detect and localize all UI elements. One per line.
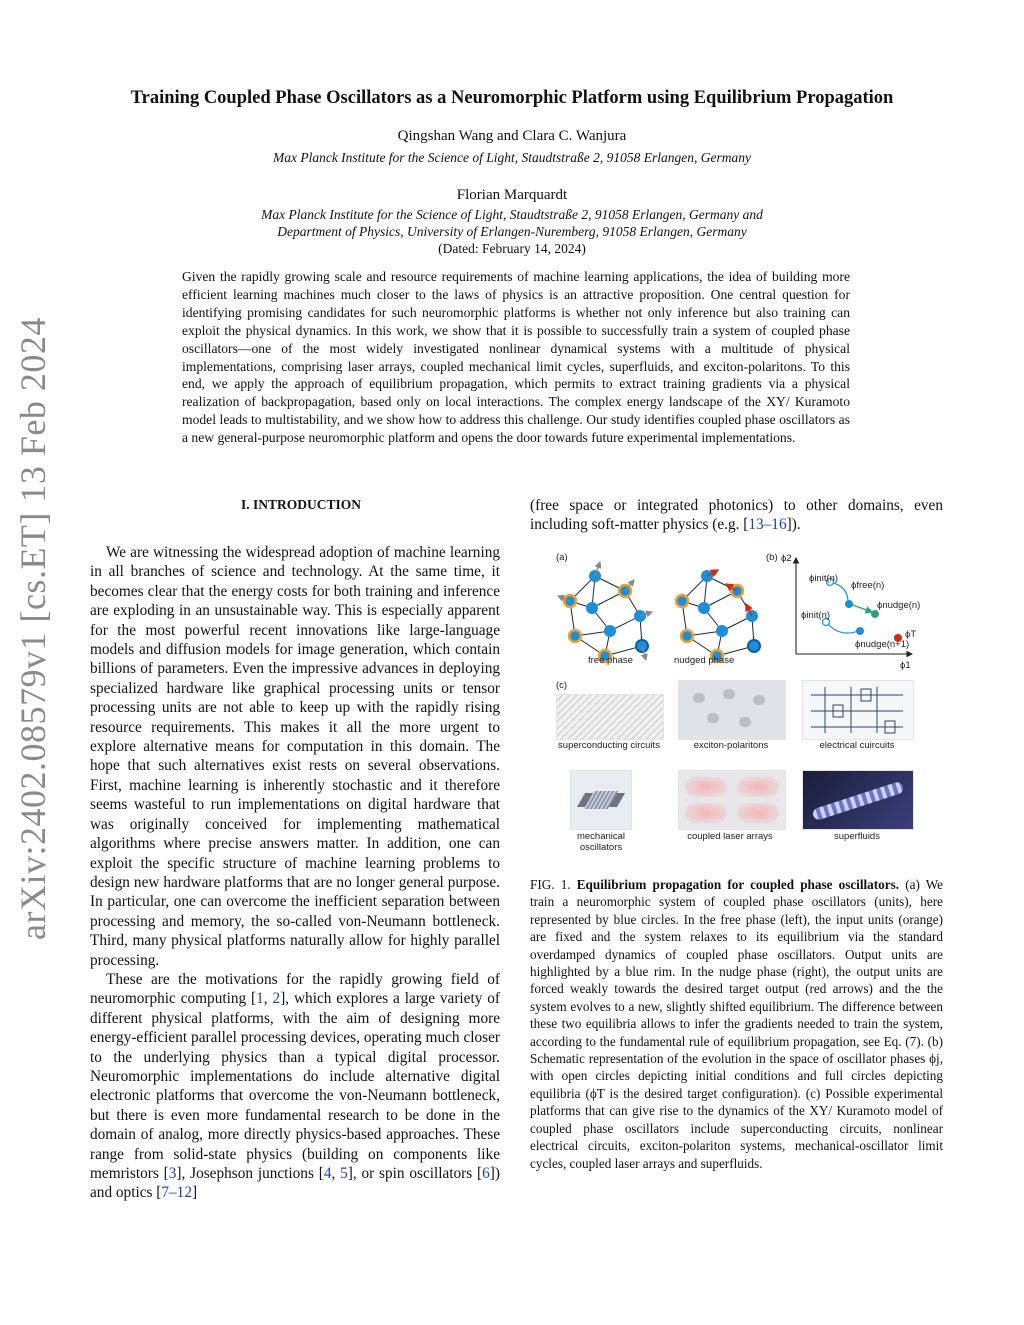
phi2-axis-label: ϕ2 [781, 553, 792, 564]
nodes-nudged-phase [676, 570, 760, 662]
nudge-equilibrium-point [871, 610, 879, 618]
nodes-free-phase [564, 570, 648, 662]
citation-link[interactable]: 4 [323, 1165, 332, 1182]
nudged-phase-label: nudged phase [674, 655, 735, 666]
phi1-axis-label: ϕ1 [900, 660, 911, 671]
affiliation-2a: Max Planck Institute for the Science of Light, Staudtstraße 2, 91058 Erlangen, Germany and [261, 207, 763, 222]
abstract: Given the rapidly growing scale and resource requirements of machine learning applications, the idea of building more efficient learning machines much closer to the laws of physics is an attractive proposition. One central question for identifying promising candidates for such neuromorphic platforms is whether not only inference but also training can exploit the physical dynamics. In this work, we show that it is possible to successfully train a system of coupled phase oscillators—one of the most widely investigated nonlinear dynamical systems with a multitude of physical implementations, comprising laser arrays, coupled mechanical limit cycles, superfluids, and exciton-polaritons. To this end, we apply the approach of equilibrium propagation, which permits to extract training gradients via a physical realization of backpropagation, based only on local interactions. The complex energy landscape of the XY/ Kuramoto model leads to multistability, and we show how to address this challenge. Our study identifies coupled phase oscillators as a new general-purpose neuromorphic platform and opens the door towards future experimental implementations. [182, 269, 850, 446]
phi-nudge-label: ϕnudge(n) [877, 600, 921, 611]
platform-label: exciton-polaritons [693, 740, 769, 751]
superfluids-image [802, 770, 914, 830]
citation-link[interactable]: 3 [168, 1165, 177, 1182]
citation-link[interactable]: 6 [482, 1165, 490, 1182]
coupled-laser-arrays-image [678, 770, 786, 830]
intro-paragraph-2: These are the motivations for the rapidly growing field of neuromorphic computing [1, 2], which explores a large variety of different physical platforms, with the aim of designing more energy-efficient parallel processing devices, operating much closer to the underlying physics than a typical digital processor. Neuromorphic implementations do include alternative digital electronic platforms that overcome the von-Neumann bottleneck, but there is even more fundamental research to be done in the domain of analog, more directly physics-based approaches. These range from solid-state physics (building on components like memristors [3], Josephson junctions [4, 5], or spin oscillators [6]) and optics [7–12] [90, 970, 501, 1202]
mechanical-oscillators-image [570, 770, 632, 830]
right-column-text: (free space or integrated photonics) to other domains, even including soft-matter physics (e.g. [13–16]). [530, 497, 943, 534]
citation-link[interactable]: 2 [272, 990, 281, 1008]
panel-b-label: (b) [766, 552, 778, 563]
author-2: Florian Marquardt [456, 187, 568, 203]
caption-label: FIG. 1. [530, 877, 571, 892]
free-phase-label: free phase [588, 655, 633, 666]
phi-nudge-next-label: ϕnudge(n+1) [855, 639, 910, 650]
platform-label: electrical cuircuits [819, 740, 895, 751]
free-equilibrium-point [845, 600, 853, 608]
exciton-polaritons-image [678, 680, 786, 740]
figure-panel-top [530, 546, 943, 676]
citation-link[interactable]: 13–16 [748, 516, 787, 534]
citation-link[interactable]: 5 [340, 1165, 348, 1182]
phi-target-label: ϕT [905, 629, 917, 640]
phi-init-top-label: ϕinit(n) [809, 573, 839, 584]
figure-1 [530, 546, 943, 862]
intro-paragraph-1: We are witnessing the widespread adoption of machine learning in all branches of science and technology. At the same time, it becomes clear that the energy costs for both training and inference are exploding in an unsustainable way. This is especially apparent for the most powerful recent innovations like large-language models and diffusion models for image generation, which contain billions of parameters. Even the impressive advances in deploying specialized hardware like graphical processing units or tensor processing units are not able to keep up with the rapidly rising resource requirements. This makes it all the more urgent to explore alternative means for computation in this domain. The hope that such alternatives exist rests on several observations. First, machine learning is inherently stochastic and it therefore seems wasteful to run implementations on digital hardware that was originally conceived for implementing mathematical algorithms where precise answers matter. In addition, one can exploit the specific structure of machine learning problems to design new hardware platforms that are no longer general purpose. In particular, one can overcome the inefficient separation between processing and memory, the so-called von-Neumann bottleneck. Third, many physical platforms naturally allow for highly parallel processing. [90, 544, 500, 969]
platform-label: mechanical oscillators [576, 831, 626, 853]
trajectory-nudge [826, 622, 858, 633]
left-column [90, 543, 500, 1203]
target-arrows [707, 570, 752, 616]
caption-body: (a) We train a neuromorphic system of coupled phase oscillators (units), here represented by blue circles. In the free phase (left), the input units (orange) are fixed and the system relaxes to its equilibrium via the standard overdamped dynamics of coupled phase oscillators. Output units are highlighted by a blue rim. In the nudge phase (right), the output units are forced weakly towards the desired target output (red arrows) and the the system evolves to a new, slightly shifted equilibrium. The difference between these two equilibria allows to infer the gradients needed to train the system, according to the fundamental rule of equilibrium propagation, see Eq. (7). (b) Schematic representation of the evolution in the space of oscillator phases ϕj, with open circles depicting initial conditions and full circles depicting equilibria (ϕT is the desired target configuration). (c) Possible experimental platforms that can give rise to the dynamics of the XY/ Kuramoto model of coupled phase oscillators include superconducting circuits, nonlinear electrical circuits, exciton-polariton systems, mechanical-oscillator limit cycles, coupled laser arrays and superfluids. [530, 877, 943, 1171]
section-heading: I. INTRODUCTION [240, 497, 362, 512]
citation-link[interactable]: 7–12 [161, 1184, 192, 1202]
phi-free-label: ϕfree(n) [851, 580, 885, 591]
electrical-circuits-image [802, 680, 914, 740]
affiliation-1: Max Planck Institute for the Science of Light, Staudtstraße 2, 91058 Erlangen, Germany [272, 150, 752, 165]
platform-label: coupled laser arrays [687, 831, 773, 842]
arxiv-identifier: arXiv:2402.08579v1 [cs.ET] 13 Feb 2024 [13, 317, 53, 940]
figure-caption [530, 876, 943, 1172]
paper-title: Training Coupled Phase Oscillators as a Neuromorphic Platform using Equilibrium Propagation [130, 88, 894, 108]
authors-line-1: Qingshan Wang and Clara C. Wanjura [397, 128, 627, 144]
panel-c-label: (c) [556, 680, 568, 691]
phi-init-label: ϕinit(n) [801, 610, 831, 621]
next-nudge-point [856, 627, 864, 635]
nudge-step-arrow [850, 604, 872, 612]
superconducting-circuits-image [556, 694, 664, 740]
dated-line: (Dated: February 14, 2024) [438, 241, 586, 256]
panel-a-label: (a) [556, 552, 568, 563]
citation-link[interactable]: 1 [256, 990, 264, 1008]
platform-label: superfluids [834, 831, 880, 842]
platform-label: superconducting circuits [558, 740, 660, 751]
affiliation-2b: Department of Physics, University of Erlangen-Nuremberg, 91058 Erlangen, Germany [277, 224, 747, 239]
caption-title: Equilibrium propagation for coupled phase oscillators. [576, 877, 900, 892]
